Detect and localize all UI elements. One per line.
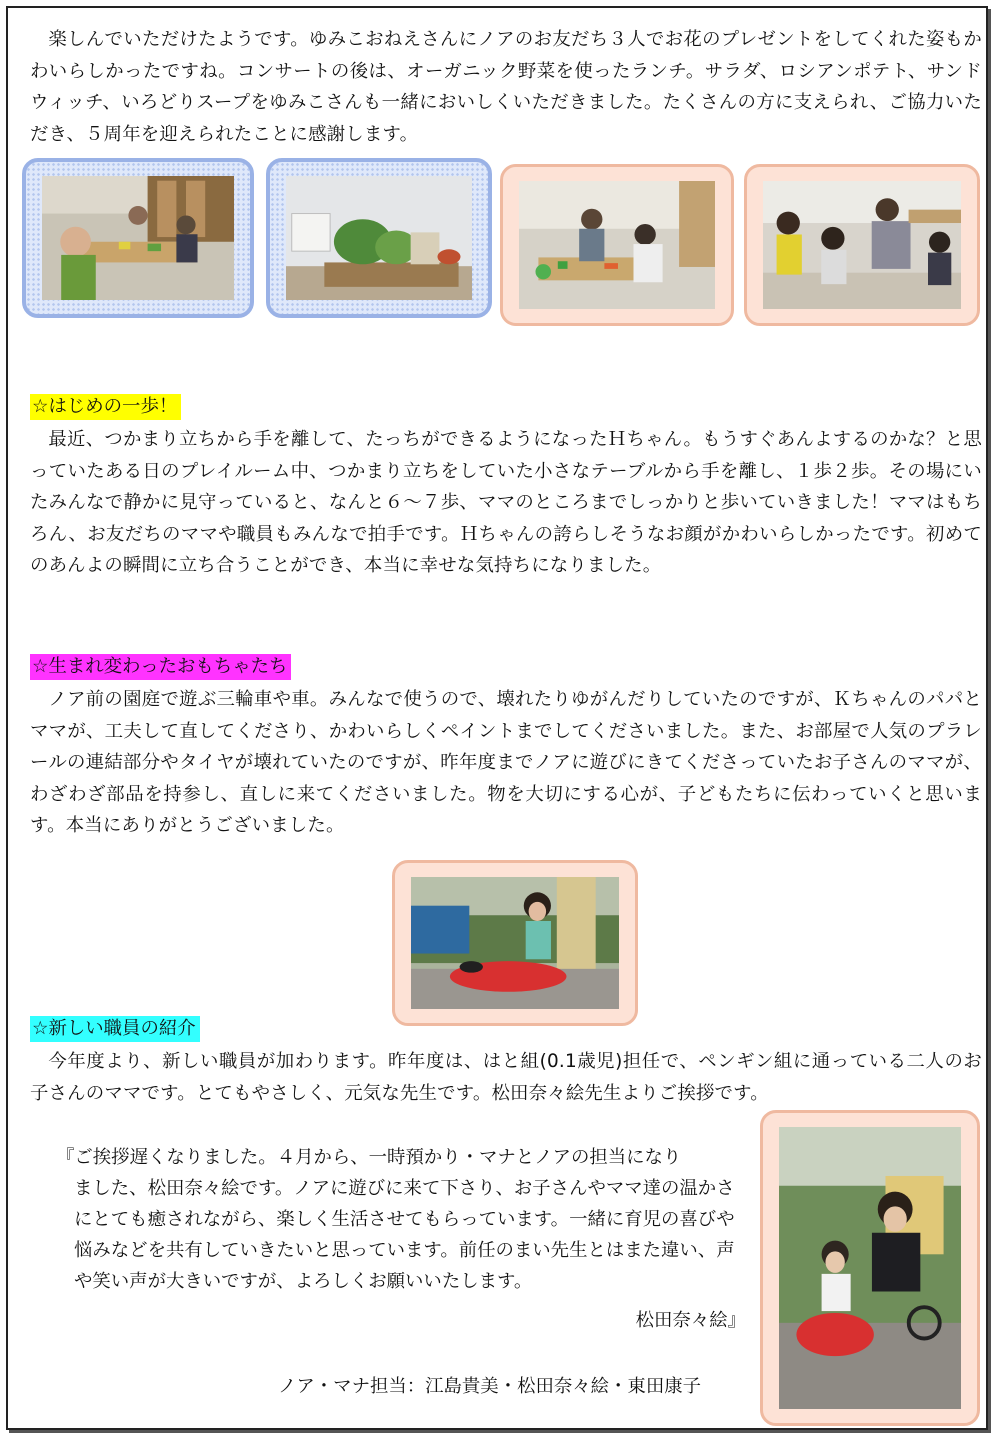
greeting-continued: ました、松田奈々絵です。ノアに遊びに来て下さり、お子さんやママ達の温かさにとても癒されながら、楽しく生活させてもらっています。一緒に育児の喜びや悩みなどを共有していきたいと思っています。前任のまい先生とはまた違い、声や笑い声が大きいですが、よろしくお願いいたします。 [74, 1178, 735, 1292]
newsletter-page [6, 6, 988, 1430]
photo-girl-ride-on-car [392, 860, 638, 1026]
first-step-paragraph: 最近、つかまり立ちから手を離して、たっちができるようになったＨちゃん。もうすぐあんよするのかな？と思っていたある日のプレイルーム中、つかまり立ちをしていた小さなテーブルから手を離し、１歩２歩。その場にいたみんなで静かに見守っていると、なんと６〜７歩、ママのところまでしっかりと歩いていきました！ママはもちろん、お友だちのママや職員もみんなで拍手です。Ｈちゃんの誇らしそうなお顔がかわいらしかったです。初めてのあんよの瞬間に立ち合うことができ、本当に幸せな気持ちになりました。 [30, 429, 982, 577]
intro-paragraph: 楽しんでいただけたようです。ゆみこおねえさんにノアのお友だち３人でお花のプレゼントをしてくれた姿もかわいらしかったですね。コンサートの後は、オーガニック野菜を使ったランチ。サラダ、ロシアンポテト、サンドウィッチ、いろどりスープをゆみこさんも一緒においしくいただきました。たくさんの方に支えられ、ご協力いただき、５周年を迎えられたことに感謝します。 [30, 29, 982, 145]
section-heading-reborn-toys: ☆生まれ変わったおもちゃたち [30, 654, 291, 680]
section-heading-new-staff: ☆新しい職員の紹介 [30, 1016, 200, 1042]
photo-mothers-table [500, 164, 734, 326]
section-heading-first-step: ☆はじめの一歩！ [30, 394, 181, 420]
staff-greeting-quote [56, 1142, 746, 1297]
photo-lunch-table [22, 158, 254, 318]
staff-in-charge-line: ノア・マナ担当：江島貴美・松田奈々絵・東田康子 [278, 1376, 701, 1397]
greeting-signature: 松田奈々絵』 [635, 1310, 746, 1331]
photo-vegetables [266, 158, 492, 318]
greeting-first-line: 『ご挨拶遅くなりました。４月から、一時預かり・マナとノアの担当になり [56, 1147, 682, 1168]
photo-teacher-with-child [760, 1110, 980, 1426]
new-staff-paragraph: 今年度より、新しい職員が加わります。昨年度は、はと組(0.1歳児)担任で、ペンギン組に通っている二人のお子さんのママです。とてもやさしく、元気な先生です。松田奈々絵先生よりご挨拶です。 [30, 1051, 982, 1104]
reborn-toys-paragraph: ノア前の園庭で遊ぶ三輪車や車。みんなで使うので、壊れたりゆがんだりしていたのですが、Ｋちゃんのパパとママが、工夫して直してくださり、かわいらしくペイントまでしてくださいました。また、お部屋で人気のプラレールの連結部分やタイヤが壊れていたのですが、昨年度までノアに遊びにきてくださっていたお子さんのママが、わざわざ部品を持参し、直しに来てくださいました。物を大切にする心が、子どもたちに伝わっていくと思います。本当にありがとうございました。 [30, 689, 982, 837]
photo-children-playing [744, 164, 980, 326]
